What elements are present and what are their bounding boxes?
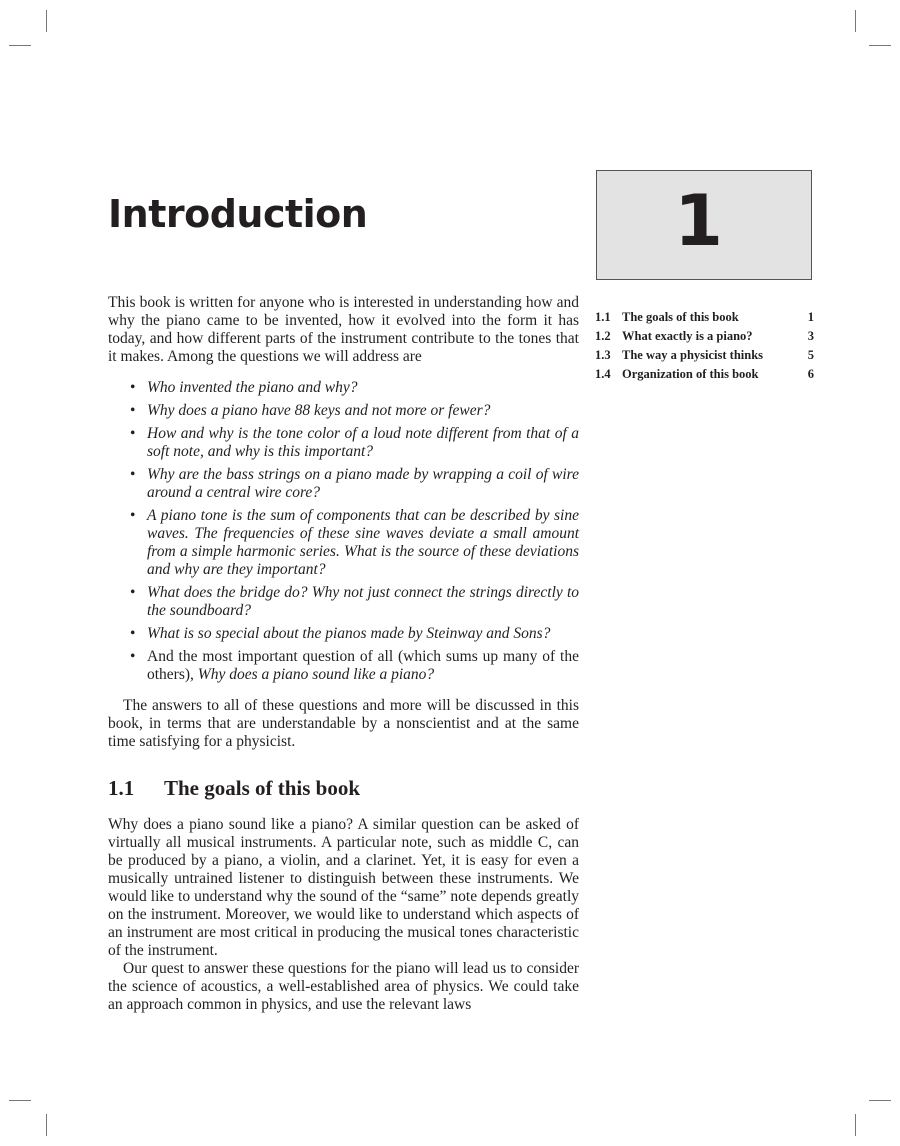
toc-entry-page: 1 (807, 310, 814, 324)
section-heading (108, 774, 579, 802)
toc-entry[interactable] (595, 327, 814, 346)
crop-mark (46, 1114, 47, 1136)
toc-entry-number: 1.1 (595, 310, 611, 324)
list-item (108, 625, 579, 643)
crop-mark (9, 45, 31, 46)
chapter-contents (595, 308, 814, 384)
toc-entry[interactable] (595, 346, 814, 365)
list-item (108, 425, 579, 461)
list-item (108, 379, 579, 397)
toc-entry-title: Organization of this book (622, 367, 759, 381)
question-text: And the most important question of all (which sums up many of the others), (147, 648, 579, 683)
section-paragraph: Why does a piano sound like a piano? A similar question can be asked of virtually all musical instruments. A particular note, such as middle C, can be produced by a piano, a violin, and a clarinet. Yet, it is easy for even a musically untrained listener to distinguish between these instruments. We would like to understand why the sound of the “same” note depends greatly on the instrument. Moreover, we would like to understand which aspects of an instrument are most critical in producing the musical tones characteristic of the instrument. (108, 816, 579, 959)
question-text: How and why is the tone color of a loud note different from that of a soft note, and why is this important? (147, 425, 579, 460)
toc-entry-page: 5 (807, 348, 814, 362)
crop-mark (855, 1114, 856, 1136)
chapter-number: 1 (674, 180, 723, 262)
question-text: Why does a piano have 88 keys and not more or fewer? (147, 402, 491, 419)
crop-mark (855, 10, 856, 32)
toc-entry-number: 1.2 (595, 329, 611, 343)
toc-entry[interactable] (595, 308, 814, 327)
toc-entry-number: 1.3 (595, 348, 611, 362)
bullet: • (130, 425, 136, 442)
chapter-number-box (596, 170, 812, 280)
toc-entry[interactable] (595, 365, 814, 384)
bullet: • (130, 379, 136, 396)
list-item (108, 584, 579, 620)
crop-mark (9, 1100, 31, 1101)
body-text (108, 294, 579, 1014)
crop-mark (869, 45, 891, 46)
bullet: • (130, 584, 136, 601)
toc-entry-number: 1.4 (595, 367, 611, 381)
crop-mark (869, 1100, 891, 1101)
question-text: What does the bridge do? Why not just connect the strings directly to the soundboard? (147, 584, 579, 619)
closing-paragraph: The answers to all of these questions and more will be discussed in this book, in terms that are understandable by a nonscientist and at the same time satisfying for a physicist. (108, 697, 579, 750)
bullet: • (130, 466, 136, 483)
chapter-title: Introduction (108, 192, 368, 236)
question-text: Why are the bass strings on a piano made by wrapping a coil of wire around a central wire core? (147, 466, 579, 501)
crop-mark (46, 10, 47, 32)
list-item (108, 402, 579, 420)
toc-entry-title: The way a physicist thinks (622, 348, 764, 362)
section-title: The goals of this book (164, 776, 361, 800)
bullet: • (130, 625, 136, 642)
section-paragraph: Our quest to answer these questions for the piano will lead us to consider the science of acoustics, a well-established area of physics. We could take an approach common in physics, and use the relevant laws (108, 960, 579, 1013)
list-item (108, 648, 579, 684)
list-item (108, 466, 579, 502)
question-text-emphasis: Why does a piano sound like a piano? (197, 666, 435, 683)
toc-entry-page: 6 (807, 367, 814, 381)
bullet: • (130, 402, 136, 419)
question-list (108, 379, 579, 684)
list-item (108, 507, 579, 579)
bullet: • (130, 648, 136, 665)
intro-paragraph: This book is written for anyone who is interested in understanding how and why the piano came to be invented, how it evolved into the form it has today, and how different parts of the instrument contribute to the tones that it makes. Among the questions we will address are (108, 294, 579, 365)
toc-entry-title: What exactly is a piano? (622, 329, 753, 343)
toc-entry-title: The goals of this book (622, 310, 739, 324)
toc-entry-page: 3 (807, 329, 814, 343)
section-number: 1.1 (108, 776, 135, 800)
bullet: • (130, 507, 136, 524)
question-text: Who invented the piano and why? (147, 379, 358, 396)
question-text: A piano tone is the sum of components that can be described by sine waves. The frequencies of these sine waves deviate a small amount from a simple harmonic series. What is the source of these deviations and why are they important? (147, 507, 579, 578)
question-text: What is so special about the pianos made by Steinway and Sons? (147, 625, 551, 642)
